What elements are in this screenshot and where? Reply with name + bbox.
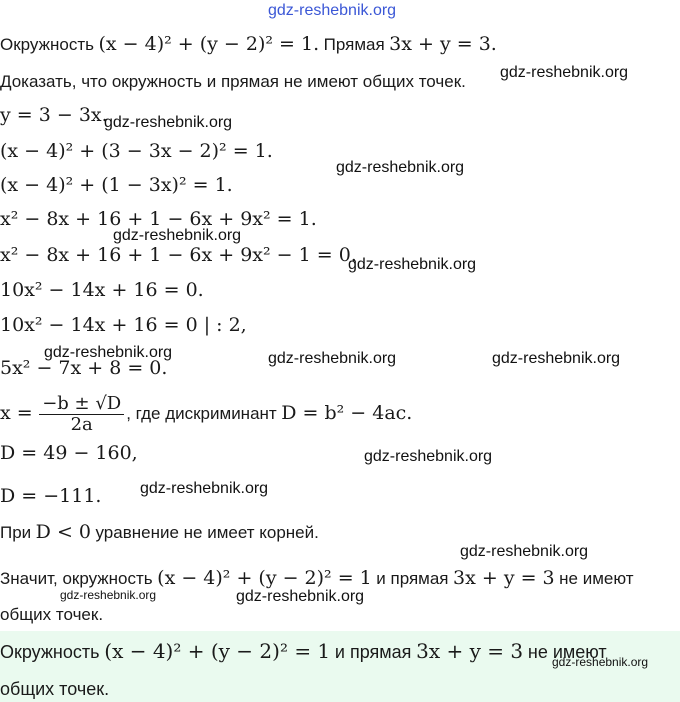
answer-text: Окружность <box>0 642 100 662</box>
solution-step: 10x² − 14x + 16 = 0 | : 2, <box>0 314 247 336</box>
answer-line-1 <box>0 640 607 664</box>
watermark: gdz-reshebnik.org <box>552 655 649 669</box>
problem-line-2 <box>0 70 466 93</box>
watermark: gdz-reshebnik.org <box>113 227 242 244</box>
conclusion-circle: (x − 4)² + (y − 2)² = 1 <box>157 567 372 589</box>
conclusion-text: Значит, окружность <box>0 569 153 588</box>
answer-line-2 <box>0 678 109 700</box>
no-roots-prefix: При <box>0 523 32 542</box>
no-roots-condition: D < 0 <box>35 521 91 543</box>
watermark: gdz-reshebnik.org <box>460 543 589 560</box>
watermark: gdz-reshebnik.org <box>104 114 233 131</box>
answer-text: и прямая <box>334 642 412 662</box>
watermark: gdz-reshebnik.org <box>364 448 493 465</box>
no-roots-suffix: уравнение не имеет корней. <box>95 523 319 542</box>
problem-statement: Доказать, что окружность и прямая не имеют общих точек. <box>0 72 466 91</box>
problem-line-1 <box>0 33 497 56</box>
watermark: gdz-reshebnik.org <box>44 344 173 361</box>
answer-text: общих точек. <box>0 679 110 699</box>
quadratic-formula <box>0 389 412 437</box>
solution-step: x² − 8x + 16 + 1 − 6x + 9x² = 1. <box>0 208 317 230</box>
solution-step: 5x² − 7x + 8 = 0. <box>0 357 168 379</box>
solution-step: (x − 4)² + (1 − 3x)² = 1. <box>0 174 233 196</box>
watermark: gdz-reshebnik.org <box>492 350 621 367</box>
watermark: gdz-reshebnik.org <box>348 256 477 273</box>
conclusion-line-2 <box>0 603 103 626</box>
no-roots-line <box>0 521 319 544</box>
watermark[interactable]: gdz-reshebnik.org <box>268 2 397 19</box>
problem-word: Прямая <box>323 35 385 54</box>
answer-circle: (x − 4)² + (y − 2)² = 1 <box>104 639 331 663</box>
answer-text: не имеют <box>527 642 607 662</box>
solution-step: 10x² − 14x + 16 = 0. <box>0 279 204 301</box>
watermark: gdz-reshebnik.org <box>60 588 157 602</box>
circle-equation: (x − 4)² + (y − 2)² = 1. <box>98 33 320 55</box>
problem-word: Окружность <box>0 35 94 54</box>
watermark: gdz-reshebnik.org <box>140 480 269 497</box>
discriminant-formula: D = b² − 4ac. <box>281 402 413 424</box>
conclusion-line-eq: 3x + y = 3 <box>453 567 555 589</box>
answer-line-eq: 3x + y = 3 <box>416 639 524 663</box>
solution-step: (x − 4)² + (3 − 3x − 2)² = 1. <box>0 140 273 162</box>
conclusion-line-1 <box>0 567 634 590</box>
conclusion-text: не имеют <box>559 569 634 588</box>
watermark: gdz-reshebnik.org <box>236 588 365 605</box>
formula-text: , где дискриминант <box>126 404 277 423</box>
formula-denominator: 2a <box>70 414 93 436</box>
watermark: gdz-reshebnik.org <box>268 350 397 367</box>
conclusion-text: общих точек. <box>0 605 104 624</box>
watermark: gdz-reshebnik.org <box>500 64 629 81</box>
formula-x: x = <box>0 402 33 424</box>
discriminant-step: D = −111. <box>0 485 102 507</box>
formula-numerator: −b ± √D <box>39 394 124 415</box>
solution-step: x² − 8x + 16 + 1 − 6x + 9x² − 1 = 0. <box>0 244 357 266</box>
line-equation: 3x + y = 3. <box>389 33 497 55</box>
formula-fraction <box>39 394 124 435</box>
discriminant-step: D = 49 − 160, <box>0 442 138 464</box>
conclusion-text: и прямая <box>376 569 449 588</box>
solution-step: y = 3 − 3x. <box>0 104 108 126</box>
watermark: gdz-reshebnik.org <box>336 159 465 176</box>
